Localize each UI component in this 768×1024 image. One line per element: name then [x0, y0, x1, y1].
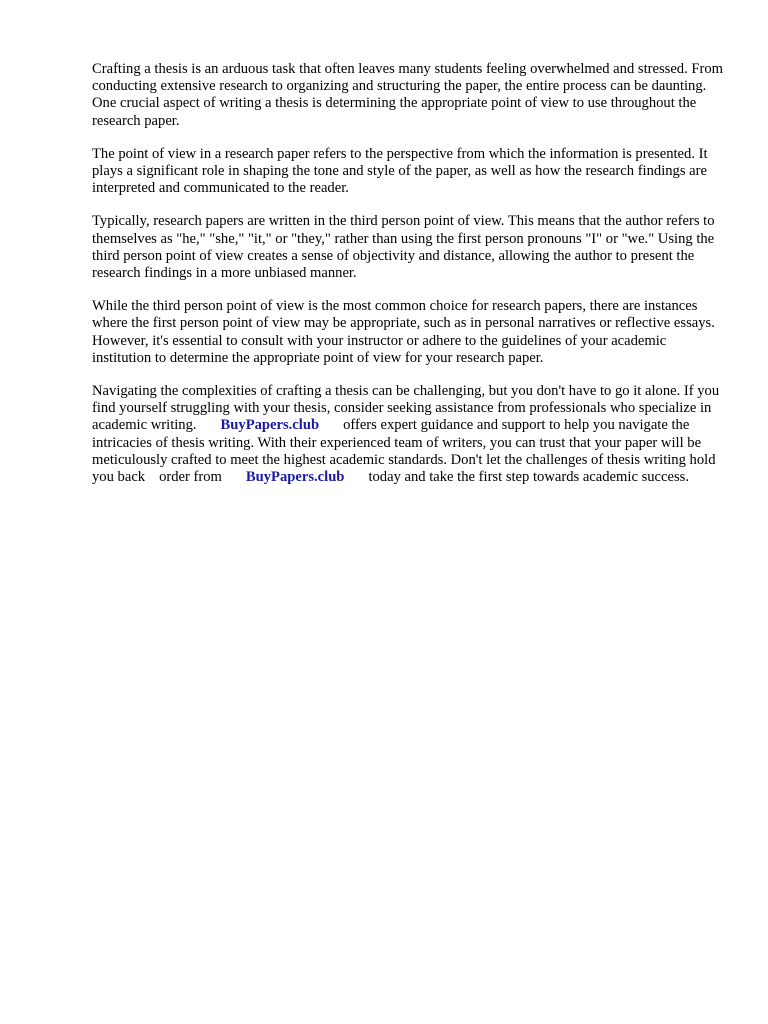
paragraph-3: Typically, research papers are written in the third person point of view. This means that the author refers to themselves as "he," "she," "it," or "they," rather than using the first person pronouns "I" or "we." Using the third person point of view creates a sense of objectivity and distance, allowing the author to present the research findings in a more unbiased manner.: [92, 213, 715, 282]
paragraph-1: Crafting a thesis is an arduous task that often leaves many students feeling overwhelmed and stressed. From conducting extensive research to organizing and structuring the paper, the entire process can be daunting. One crucial aspect of writing a thesis is determining the appropriate point of view to use throughout the research paper.: [92, 61, 724, 129]
paragraph-5-text-4: today and take the first step towards academic success.: [368, 469, 689, 486]
paragraph-5-text-1: Navigating the complexities of crafting a thesis can be challenging, but you don't have to go it alone. If you find yourself struggling with your thesis, consider seeking assistance from professionals who specialize in academic writing.: [92, 383, 720, 434]
document-body: [92, 61, 724, 502]
paragraph-5: [92, 383, 724, 486]
paragraph-2: The point of view in a research paper refers to the perspective from which the information is presented. It plays a significant role in shaping the tone and style of the paper, as well as how the research findings are interpreted and communicated to the reader.: [92, 145, 708, 197]
paragraph-5-text-3: order from: [159, 469, 222, 486]
paragraph-4: While the third person point of view is the most common choice for research papers, there are instances where the first person point of view may be appropriate, such as in personal narratives or reflective essays. However, it's essential to consult with your instructor or adhere to the guidelines of your academic institution to determine the appropriate point of view for your research paper.: [92, 298, 715, 366]
paragraph-5-text-2: offers expert guidance and support to help you navigate the intricacies of thesis writing. With their experienced team of writers, you can trust that your paper will be meticulously crafted to meet the highest academic standards. Don't let the challenges of thesis writing hold you back: [92, 417, 716, 486]
buypapers-link-1[interactable]: BuyPapers.club: [220, 417, 320, 434]
buypapers-link-2[interactable]: BuyPapers.club: [245, 469, 345, 486]
